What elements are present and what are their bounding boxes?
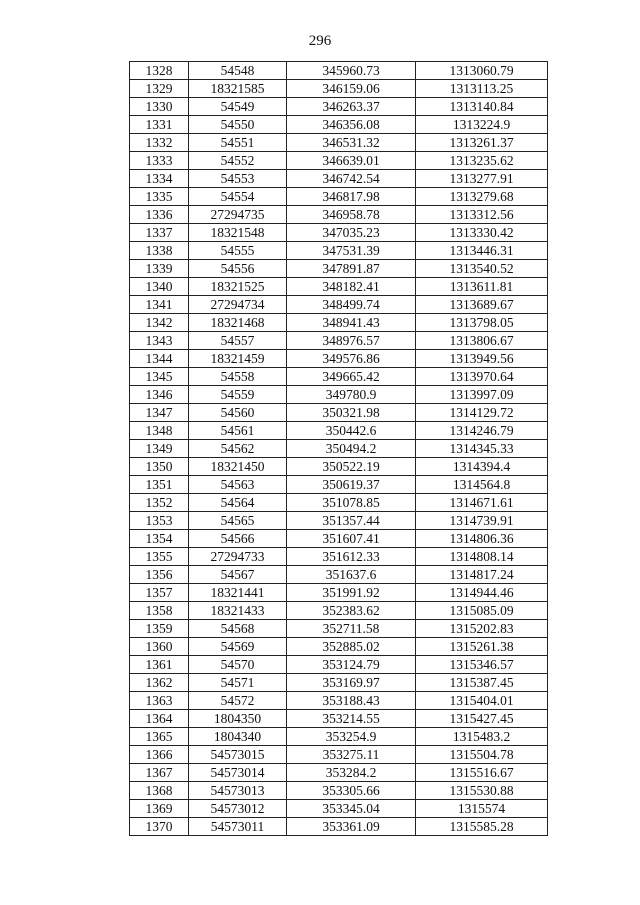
x-coordinate-cell: 347891.87: [287, 260, 416, 278]
row-number-cell: 1366: [130, 746, 189, 764]
row-number-cell: 1356: [130, 566, 189, 584]
y-coordinate-cell: 1314671.61: [416, 494, 548, 512]
point-id-cell: 27294733: [189, 548, 287, 566]
table-row: [130, 818, 548, 836]
x-coordinate-cell: 349780.9: [287, 386, 416, 404]
y-coordinate-cell: 1313279.68: [416, 188, 548, 206]
row-number-cell: 1350: [130, 458, 189, 476]
point-id-cell: 54571: [189, 674, 287, 692]
table-row: [130, 746, 548, 764]
point-id-cell: 54568: [189, 620, 287, 638]
x-coordinate-cell: 353188.43: [287, 692, 416, 710]
x-coordinate-cell: 353169.97: [287, 674, 416, 692]
row-number-cell: 1355: [130, 548, 189, 566]
table-row: [130, 242, 548, 260]
point-id-cell: 18321525: [189, 278, 287, 296]
point-id-cell: 54555: [189, 242, 287, 260]
x-coordinate-cell: 352383.62: [287, 602, 416, 620]
table-row: [130, 764, 548, 782]
table-row: [130, 656, 548, 674]
y-coordinate-cell: 1313949.56: [416, 350, 548, 368]
y-coordinate-cell: 1315346.57: [416, 656, 548, 674]
x-coordinate-cell: 347035.23: [287, 224, 416, 242]
table-row: [130, 782, 548, 800]
point-id-cell: 18321450: [189, 458, 287, 476]
x-coordinate-cell: 349576.86: [287, 350, 416, 368]
y-coordinate-cell: 1314345.33: [416, 440, 548, 458]
point-id-cell: 27294734: [189, 296, 287, 314]
row-number-cell: 1332: [130, 134, 189, 152]
point-id-cell: 18321468: [189, 314, 287, 332]
table-row: [130, 584, 548, 602]
table-row: [130, 332, 548, 350]
table-row: [130, 404, 548, 422]
table-row: [130, 494, 548, 512]
x-coordinate-cell: 352711.58: [287, 620, 416, 638]
y-coordinate-cell: 1315516.67: [416, 764, 548, 782]
x-coordinate-cell: 350494.2: [287, 440, 416, 458]
row-number-cell: 1348: [130, 422, 189, 440]
table-row: [130, 170, 548, 188]
y-coordinate-cell: 1313312.56: [416, 206, 548, 224]
row-number-cell: 1328: [130, 62, 189, 80]
y-coordinate-cell: 1315387.45: [416, 674, 548, 692]
y-coordinate-cell: 1314806.36: [416, 530, 548, 548]
y-coordinate-cell: 1313235.62: [416, 152, 548, 170]
table-row: [130, 530, 548, 548]
table-row: [130, 278, 548, 296]
x-coordinate-cell: 350442.6: [287, 422, 416, 440]
table-row: [130, 602, 548, 620]
table-row: [130, 188, 548, 206]
y-coordinate-cell: 1315483.2: [416, 728, 548, 746]
y-coordinate-cell: 1315261.38: [416, 638, 548, 656]
point-id-cell: 27294735: [189, 206, 287, 224]
table-row: [130, 710, 548, 728]
y-coordinate-cell: 1313611.81: [416, 278, 548, 296]
y-coordinate-cell: 1315202.83: [416, 620, 548, 638]
y-coordinate-cell: 1315404.01: [416, 692, 548, 710]
row-number-cell: 1338: [130, 242, 189, 260]
x-coordinate-cell: 353124.79: [287, 656, 416, 674]
y-coordinate-cell: 1314739.91: [416, 512, 548, 530]
x-coordinate-cell: 353345.04: [287, 800, 416, 818]
y-coordinate-cell: 1313997.09: [416, 386, 548, 404]
row-number-cell: 1353: [130, 512, 189, 530]
y-coordinate-cell: 1315585.28: [416, 818, 548, 836]
x-coordinate-cell: 348182.41: [287, 278, 416, 296]
point-id-cell: 54554: [189, 188, 287, 206]
point-id-cell: 54559: [189, 386, 287, 404]
point-id-cell: 54572: [189, 692, 287, 710]
point-id-cell: 54556: [189, 260, 287, 278]
table-body: [130, 62, 548, 836]
table-row: [130, 62, 548, 80]
point-id-cell: 54551: [189, 134, 287, 152]
table-row: [130, 134, 548, 152]
point-id-cell: 54567: [189, 566, 287, 584]
point-id-cell: 54573011: [189, 818, 287, 836]
y-coordinate-cell: 1313140.84: [416, 98, 548, 116]
point-id-cell: 54565: [189, 512, 287, 530]
y-coordinate-cell: 1315085.09: [416, 602, 548, 620]
table-row: [130, 152, 548, 170]
row-number-cell: 1357: [130, 584, 189, 602]
table-row: [130, 476, 548, 494]
point-id-cell: 54557: [189, 332, 287, 350]
table-row: [130, 728, 548, 746]
row-number-cell: 1368: [130, 782, 189, 800]
y-coordinate-cell: 1314129.72: [416, 404, 548, 422]
row-number-cell: 1359: [130, 620, 189, 638]
y-coordinate-cell: 1314808.14: [416, 548, 548, 566]
point-id-cell: 54573015: [189, 746, 287, 764]
table-row: [130, 98, 548, 116]
x-coordinate-cell: 346356.08: [287, 116, 416, 134]
table-row: [130, 224, 548, 242]
row-number-cell: 1354: [130, 530, 189, 548]
x-coordinate-cell: 346639.01: [287, 152, 416, 170]
table-row: [130, 386, 548, 404]
x-coordinate-cell: 350619.37: [287, 476, 416, 494]
row-number-cell: 1364: [130, 710, 189, 728]
point-id-cell: 54564: [189, 494, 287, 512]
row-number-cell: 1347: [130, 404, 189, 422]
row-number-cell: 1344: [130, 350, 189, 368]
x-coordinate-cell: 351637.6: [287, 566, 416, 584]
point-id-cell: 54561: [189, 422, 287, 440]
y-coordinate-cell: 1315504.78: [416, 746, 548, 764]
point-id-cell: 18321548: [189, 224, 287, 242]
x-coordinate-cell: 353254.9: [287, 728, 416, 746]
page-number: 296: [308, 33, 332, 49]
y-coordinate-cell: 1313277.91: [416, 170, 548, 188]
row-number-cell: 1342: [130, 314, 189, 332]
x-coordinate-cell: 350522.19: [287, 458, 416, 476]
y-coordinate-cell: 1314246.79: [416, 422, 548, 440]
table-row: [130, 692, 548, 710]
table-row: [130, 566, 548, 584]
table-row: [130, 512, 548, 530]
row-number-cell: 1370: [130, 818, 189, 836]
point-id-cell: 54560: [189, 404, 287, 422]
point-id-cell: 54566: [189, 530, 287, 548]
table-row: [130, 350, 548, 368]
point-id-cell: 18321585: [189, 80, 287, 98]
x-coordinate-cell: 353305.66: [287, 782, 416, 800]
table-row: [130, 206, 548, 224]
y-coordinate-cell: 1313113.25: [416, 80, 548, 98]
table-row: [130, 440, 548, 458]
row-number-cell: 1365: [130, 728, 189, 746]
row-number-cell: 1346: [130, 386, 189, 404]
y-coordinate-cell: 1313060.79: [416, 62, 548, 80]
row-number-cell: 1345: [130, 368, 189, 386]
point-id-cell: 54563: [189, 476, 287, 494]
table-row: [130, 800, 548, 818]
y-coordinate-cell: 1315530.88: [416, 782, 548, 800]
row-number-cell: 1369: [130, 800, 189, 818]
x-coordinate-cell: 346742.54: [287, 170, 416, 188]
row-number-cell: 1340: [130, 278, 189, 296]
table-row: [130, 296, 548, 314]
y-coordinate-cell: 1313446.31: [416, 242, 548, 260]
point-id-cell: 54573013: [189, 782, 287, 800]
x-coordinate-cell: 351357.44: [287, 512, 416, 530]
point-id-cell: 18321459: [189, 350, 287, 368]
table-row: [130, 116, 548, 134]
y-coordinate-cell: 1313224.9: [416, 116, 548, 134]
point-id-cell: 54553: [189, 170, 287, 188]
point-id-cell: 54548: [189, 62, 287, 80]
row-number-cell: 1337: [130, 224, 189, 242]
row-number-cell: 1360: [130, 638, 189, 656]
row-number-cell: 1333: [130, 152, 189, 170]
row-number-cell: 1358: [130, 602, 189, 620]
y-coordinate-cell: 1313330.42: [416, 224, 548, 242]
table-row: [130, 620, 548, 638]
row-number-cell: 1362: [130, 674, 189, 692]
row-number-cell: 1331: [130, 116, 189, 134]
x-coordinate-cell: 351991.92: [287, 584, 416, 602]
x-coordinate-cell: 350321.98: [287, 404, 416, 422]
row-number-cell: 1352: [130, 494, 189, 512]
x-coordinate-cell: 346263.37: [287, 98, 416, 116]
row-number-cell: 1349: [130, 440, 189, 458]
table-row: [130, 638, 548, 656]
y-coordinate-cell: 1314944.46: [416, 584, 548, 602]
row-number-cell: 1341: [130, 296, 189, 314]
x-coordinate-cell: 353275.11: [287, 746, 416, 764]
row-number-cell: 1335: [130, 188, 189, 206]
x-coordinate-cell: 346159.06: [287, 80, 416, 98]
y-coordinate-cell: 1313540.52: [416, 260, 548, 278]
row-number-cell: 1330: [130, 98, 189, 116]
row-number-cell: 1351: [130, 476, 189, 494]
row-number-cell: 1336: [130, 206, 189, 224]
row-number-cell: 1329: [130, 80, 189, 98]
x-coordinate-cell: 353214.55: [287, 710, 416, 728]
point-id-cell: 54550: [189, 116, 287, 134]
x-coordinate-cell: 349665.42: [287, 368, 416, 386]
coordinates-table: [129, 61, 548, 836]
table-row: [130, 80, 548, 98]
point-id-cell: 54558: [189, 368, 287, 386]
point-id-cell: 54569: [189, 638, 287, 656]
row-number-cell: 1339: [130, 260, 189, 278]
point-id-cell: 18321441: [189, 584, 287, 602]
table-row: [130, 368, 548, 386]
x-coordinate-cell: 348499.74: [287, 296, 416, 314]
table-row: [130, 458, 548, 476]
y-coordinate-cell: 1315427.45: [416, 710, 548, 728]
point-id-cell: 18321433: [189, 602, 287, 620]
x-coordinate-cell: 353284.2: [287, 764, 416, 782]
point-id-cell: 54570: [189, 656, 287, 674]
y-coordinate-cell: 1314817.24: [416, 566, 548, 584]
y-coordinate-cell: 1313261.37: [416, 134, 548, 152]
x-coordinate-cell: 346817.98: [287, 188, 416, 206]
table-row: [130, 674, 548, 692]
x-coordinate-cell: 348976.57: [287, 332, 416, 350]
x-coordinate-cell: 346531.32: [287, 134, 416, 152]
row-number-cell: 1334: [130, 170, 189, 188]
table-row: [130, 422, 548, 440]
point-id-cell: 1804350: [189, 710, 287, 728]
y-coordinate-cell: 1314564.8: [416, 476, 548, 494]
x-coordinate-cell: 353361.09: [287, 818, 416, 836]
row-number-cell: 1367: [130, 764, 189, 782]
table-row: [130, 548, 548, 566]
y-coordinate-cell: 1315574: [416, 800, 548, 818]
point-id-cell: 54573014: [189, 764, 287, 782]
x-coordinate-cell: 351078.85: [287, 494, 416, 512]
x-coordinate-cell: 348941.43: [287, 314, 416, 332]
x-coordinate-cell: 351607.41: [287, 530, 416, 548]
row-number-cell: 1343: [130, 332, 189, 350]
x-coordinate-cell: 351612.33: [287, 548, 416, 566]
point-id-cell: 1804340: [189, 728, 287, 746]
x-coordinate-cell: 347531.39: [287, 242, 416, 260]
x-coordinate-cell: 352885.02: [287, 638, 416, 656]
point-id-cell: 54552: [189, 152, 287, 170]
row-number-cell: 1363: [130, 692, 189, 710]
point-id-cell: 54549: [189, 98, 287, 116]
y-coordinate-cell: 1314394.4: [416, 458, 548, 476]
y-coordinate-cell: 1313970.64: [416, 368, 548, 386]
x-coordinate-cell: 346958.78: [287, 206, 416, 224]
y-coordinate-cell: 1313806.67: [416, 332, 548, 350]
point-id-cell: 54573012: [189, 800, 287, 818]
y-coordinate-cell: 1313798.05: [416, 314, 548, 332]
table-row: [130, 260, 548, 278]
x-coordinate-cell: 345960.73: [287, 62, 416, 80]
point-id-cell: 54562: [189, 440, 287, 458]
y-coordinate-cell: 1313689.67: [416, 296, 548, 314]
row-number-cell: 1361: [130, 656, 189, 674]
table-row: [130, 314, 548, 332]
